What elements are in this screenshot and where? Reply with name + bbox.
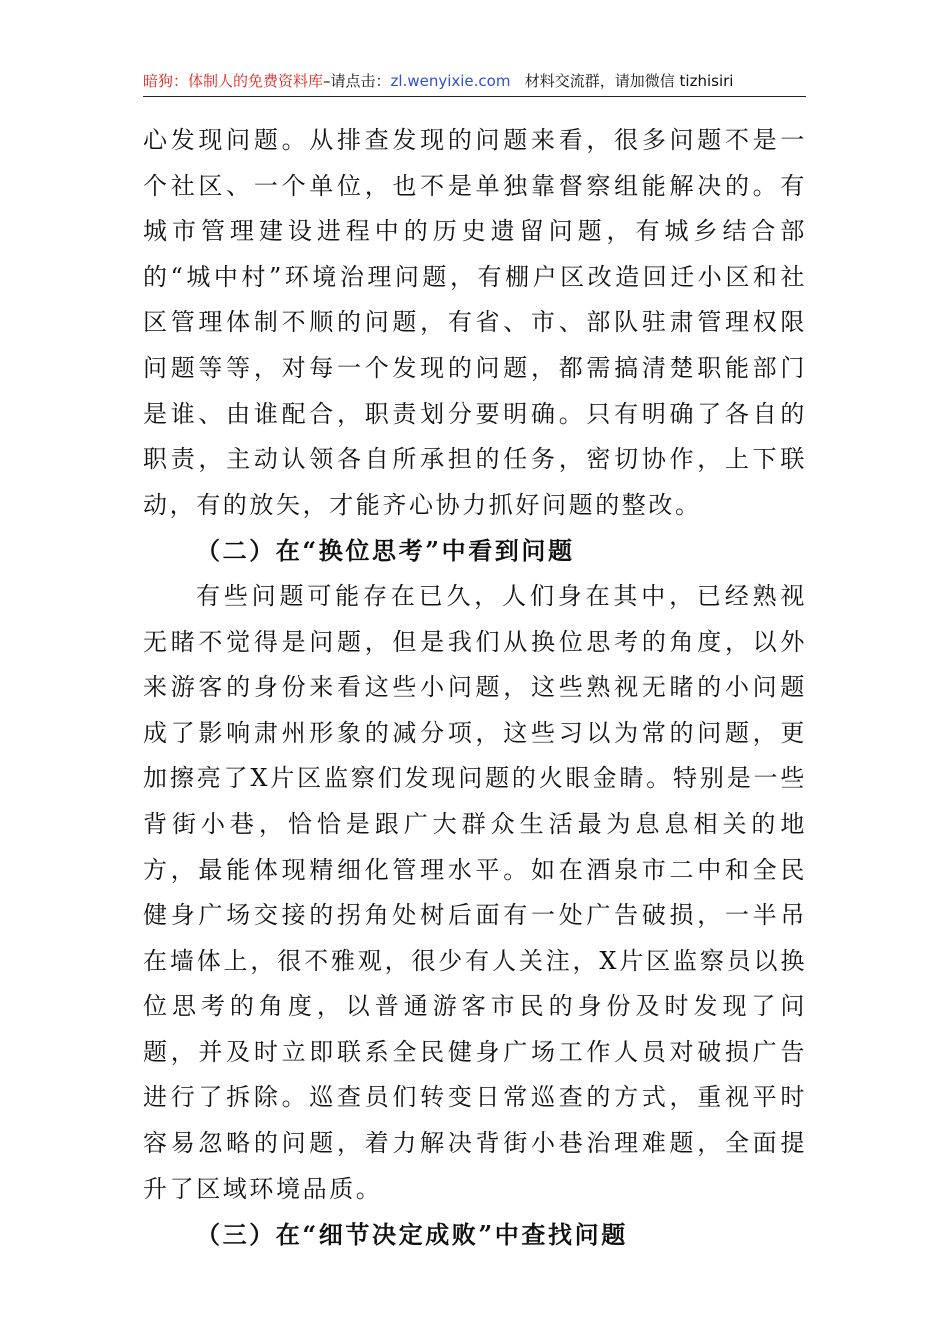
document-body <box>143 118 807 1258</box>
section-heading-3: （三）在“细节决定成败”中查找问题 <box>196 1220 628 1250</box>
header-spacer <box>510 72 524 90</box>
page-header <box>143 66 806 97</box>
paragraph-continued: 心发现问题。从排查发现的问题来看，很多问题不是一个社区、一个单位，也不是单独靠督察组能解决的。有城市管理建设进程中的历史遗留问题，有城乡结合部的“城中村”环境治理问题，有棚户区改造回迁小区和社区管理体制不顺的问题，有省、市、部队驻肃管理权限问题等等，对每一个发现的问题，都需搞清楚职能部门是谁、由谁配合，职责划分要明确。只有明确了各自的职责，主动认领各自所承担的任务，密切协作，上下联动，有的放矢，才能齐心协力抓好问题的整改。 <box>143 126 807 519</box>
header-click-prompt: –请点击： <box>323 72 391 90</box>
paragraph-section-2: 有些问题可能存在已久，人们身在其中，已经熟视无睹不觉得是问题，但是我们从换位思考的角度，以外来游客的身份来看这些小问题，这些熟视无睹的小问题成了影响肃州形象的减分项，这些习以为常的问题，更加擦亮了X片区监察们发现问题的火眼金睛。特别是一些背街小巷，恰恰是跟广大群众生活最为息息相关的地方，最能体现精细化管理水平。如在酒泉市二中和全民健身广场交接的拐角处树后面有一处广告破损，一半吊在墙体上，很不雅观，很少有人关注，X片区监察员以换位思考的角度，以普通游客市民的身份及时发现了问题，并及时立即联系全民健身广场工作人员对破损广告进行了拆除。巡查员们转变日常巡查的方式，重视平时容易忽略的问题，着力解决背街小巷治理难题，全面提升了区域环境品质。 <box>143 581 807 1203</box>
header-url-link[interactable]: zl.wenyixie.com <box>390 72 511 90</box>
section-heading-2: （二）在“换位思考”中看到问题 <box>196 536 575 566</box>
header-site-name: 暗狗：体制人的免费资料库 <box>143 72 324 90</box>
header-wechat-note: 材料交流群，请加微信 tizhisiri <box>524 72 734 90</box>
